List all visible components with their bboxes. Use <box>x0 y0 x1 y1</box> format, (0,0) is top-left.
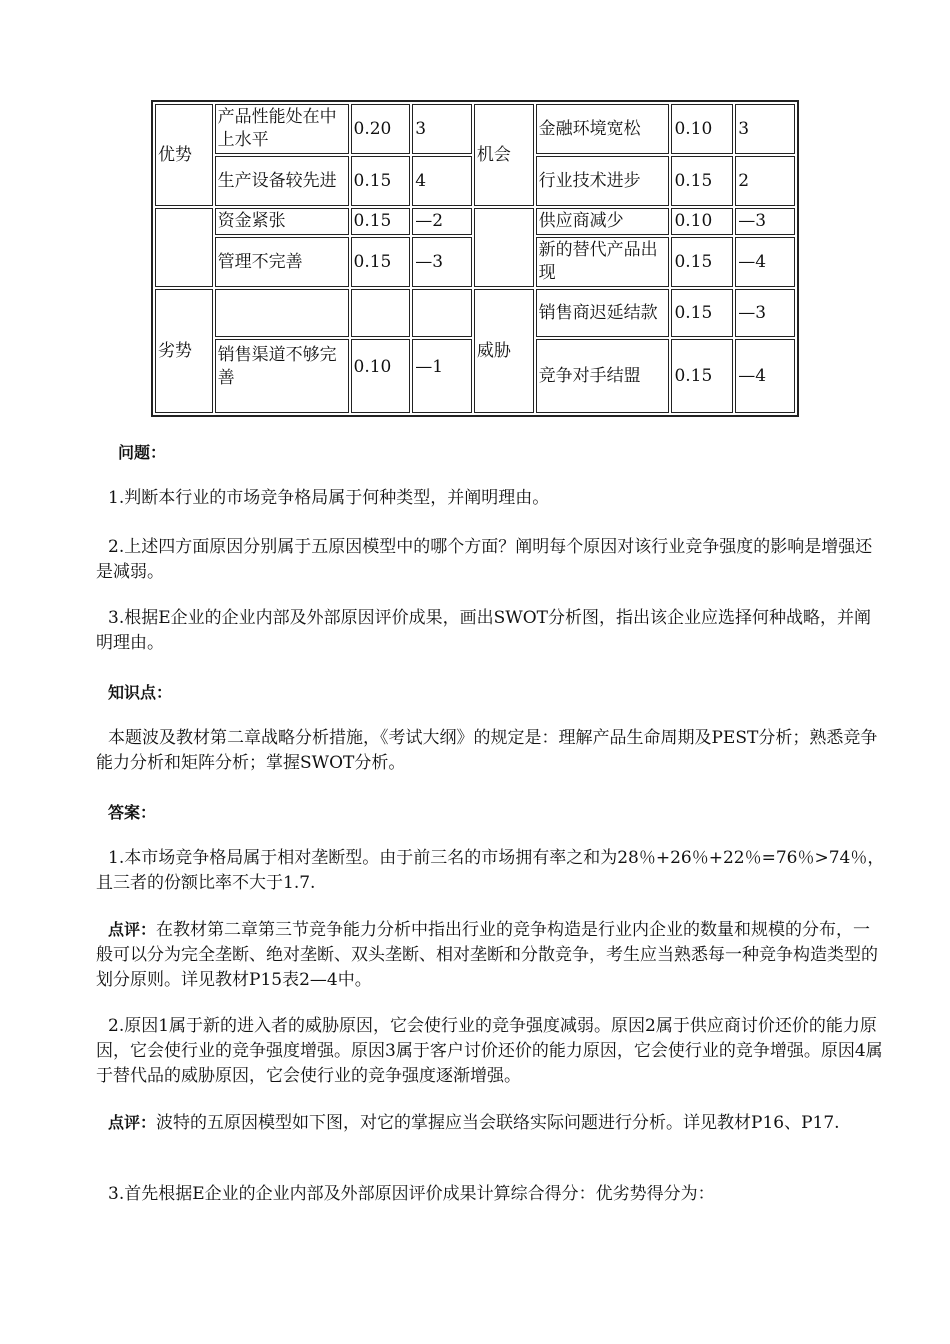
comment-label: 点评： <box>108 920 157 939</box>
factor-cell: 行业技术进步 <box>536 156 670 206</box>
score-cell: 3 <box>412 104 472 154</box>
factor-cell: 销售商迟延结款 <box>536 289 670 337</box>
weight-cell: 0.20 <box>351 104 411 154</box>
score-cell: 3 <box>735 104 795 154</box>
weight-cell: 0.15 <box>671 237 733 287</box>
factor-cell: 管理不完善 <box>215 237 349 287</box>
factor-cell: 供应商减少 <box>536 208 670 235</box>
answer-1: 1.本市场竞争格局属于相对垄断型。由于前三名的市场拥有率之和为28％+26％+22％=76％>74％，且三者的份额比率不大于1.7. <box>96 848 885 893</box>
knowledge-heading: 知识点： <box>108 683 173 702</box>
score-cell: —4 <box>735 339 795 413</box>
factor-cell: 金融环境宽松 <box>536 104 670 154</box>
factor-cell: 生产设备较先进 <box>215 156 349 206</box>
weight-cell: 0.15 <box>351 156 411 206</box>
empty-cell <box>474 208 534 287</box>
knowledge-text: 本题波及教材第二章战略分析措施，《考试大纲》的规定是：理解产品生命周期及PEST分析；熟悉竞争能力分析和矩阵分析；掌握SWOT分析。 <box>96 728 878 773</box>
factor-cell: 产品性能处在中上水平 <box>215 104 349 154</box>
table-row <box>155 289 795 337</box>
comment-text: 在教材第二章第三节竞争能力分析中指出行业的竞争构造是行业内企业的数量和规模的分布，一般可以分为完全垄断、绝对垄断、双头垄断、相对垄断和分散竞争，考生应当熟悉每一种竞争构造类型的划分原则。详见教材P15表2—4中。 <box>96 920 878 990</box>
score-cell: —4 <box>735 237 795 287</box>
weight-cell: 0.10 <box>351 339 411 413</box>
score-cell <box>412 289 472 337</box>
question-3: 3.根据E企业的企业内部及外部原因评价成果，画出SWOT分析图，指出该企业应选择何种战略，并阐明理由。 <box>96 608 872 653</box>
score-cell: —3 <box>412 237 472 287</box>
comment-text: 波特的五原因模型如下图，对它的掌握应当会联络实际问题进行分析。详见教材P16、P17. <box>156 1113 840 1133</box>
questions-heading: 问题： <box>118 443 167 462</box>
factor-cell <box>215 289 349 337</box>
factor-cell: 资金紧张 <box>215 208 349 235</box>
score-cell: 2 <box>735 156 795 206</box>
table-row <box>155 208 795 235</box>
factor-cell: 新的替代产品出现 <box>536 237 670 287</box>
threat-label: 威胁 <box>474 289 534 413</box>
comment-label: 点评： <box>108 1113 157 1132</box>
answer-3: 3.首先根据E企业的企业内部及外部原因评价成果计算综合得分：优劣势得分为： <box>108 1184 715 1204</box>
score-cell: —2 <box>412 208 472 235</box>
factor-cell: 销售渠道不够完善 <box>215 339 349 413</box>
weight-cell: 0.10 <box>671 208 733 235</box>
weight-cell: 0.15 <box>351 208 411 235</box>
score-cell: —3 <box>735 289 795 337</box>
answer-2: 2.原因1属于新的进入者的威胁原因，它会使行业的竞争强度减弱。原因2属于供应商讨价还价的能力原因，它会使行业的竞争强度增强。原因3属于客户讨价还价的能力原因，它会使行业的竞争增强。原因4属于替代品的威胁原因，它会使行业的竞争强度逐渐增强。 <box>96 1016 883 1086</box>
factor-cell: 竞争对手结盟 <box>536 339 670 413</box>
swot-evaluation-table <box>151 100 799 417</box>
comment-1 <box>96 917 886 993</box>
weakness-label: 劣势 <box>155 289 213 413</box>
empty-cell <box>155 208 213 287</box>
question-1: 1.判断本行业的市场竞争格局属于何种类型，并阐明理由。 <box>108 488 550 508</box>
weight-cell: 0.15 <box>351 237 411 287</box>
comment-2 <box>96 1110 886 1136</box>
strength-label: 优势 <box>155 104 213 206</box>
question-2: 2.上述四方面原因分别属于五原因模型中的哪个方面？阐明每个原因对该行业竞争强度的影响是增强还是减弱。 <box>96 537 873 582</box>
weight-cell <box>351 289 411 337</box>
opportunity-label: 机会 <box>474 104 534 206</box>
weight-cell: 0.15 <box>671 339 733 413</box>
answer-heading: 答案： <box>108 803 157 822</box>
score-cell: —1 <box>412 339 472 413</box>
score-cell: 4 <box>412 156 472 206</box>
weight-cell: 0.15 <box>671 289 733 337</box>
score-cell: —3 <box>735 208 795 235</box>
weight-cell: 0.10 <box>671 104 733 154</box>
table-row <box>155 104 795 154</box>
weight-cell: 0.15 <box>671 156 733 206</box>
